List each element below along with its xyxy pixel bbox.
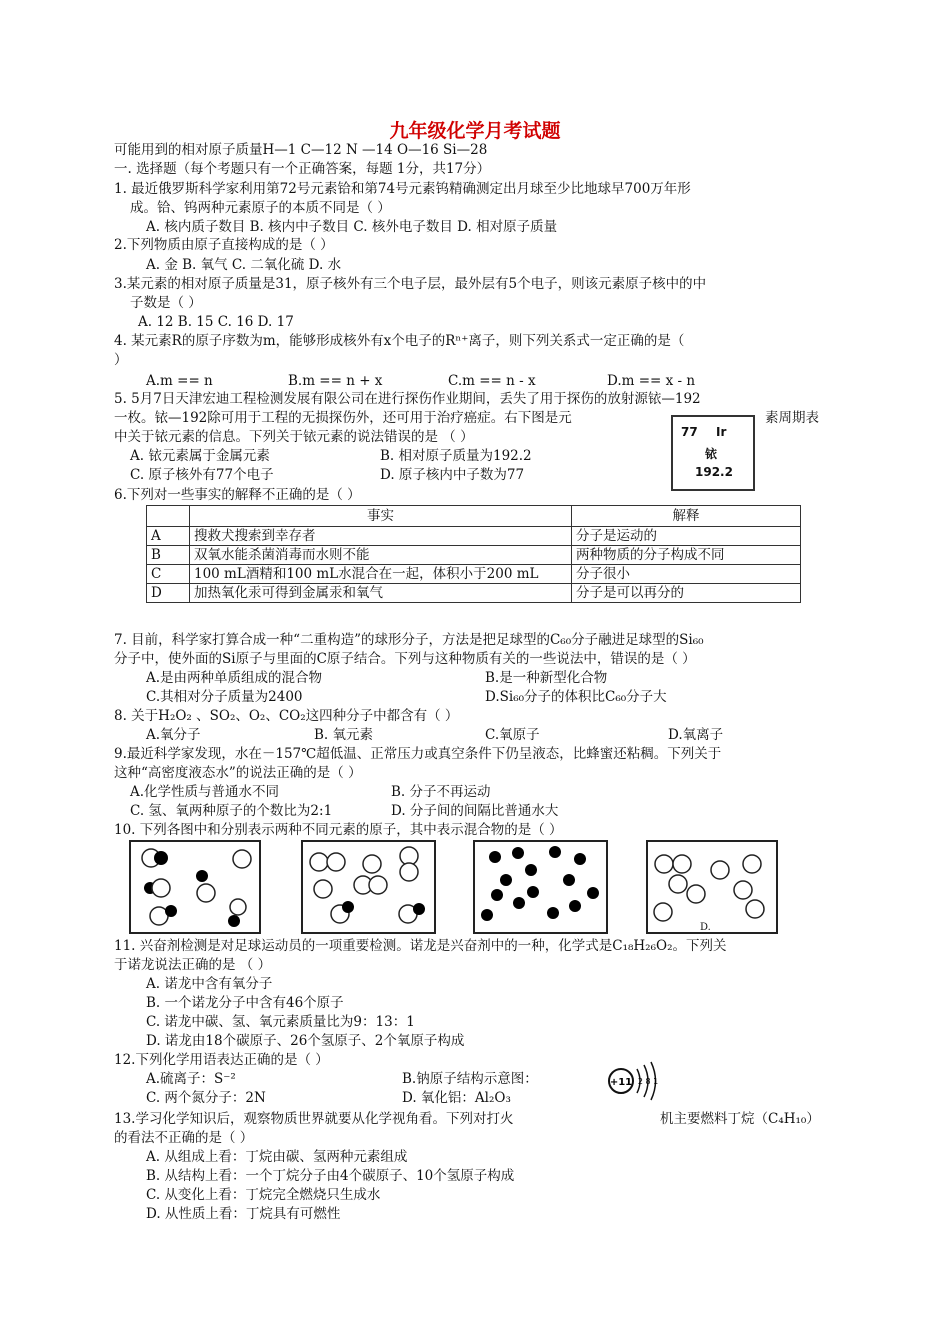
white-atom: [687, 885, 705, 903]
black-atom: [513, 897, 525, 909]
black-atom: [563, 874, 575, 886]
q11-option-a: A. 诺龙中含有氧分子: [146, 976, 273, 992]
row-fact: 双氧水能杀菌消毒而水则不能: [190, 546, 572, 565]
black-atom: [196, 870, 208, 882]
row-key: C: [147, 565, 190, 584]
q9-line2: 这种“高密度液态水”的说法正确的是（ ）: [114, 765, 362, 781]
q9-option-a: A.化学性质与普通水不同: [130, 784, 280, 800]
nucleus-charge: +11: [609, 1077, 633, 1088]
row-key: B: [147, 546, 190, 565]
atomic-masses: 可能用到的相对原子质量H—1 C—12 N —14 O—16 Si—28: [114, 142, 488, 158]
table-row: [147, 546, 801, 565]
white-atom: [669, 875, 687, 893]
table-header-row: [147, 506, 801, 527]
q3-line1: 3.某元素的相对原子质量是31，原子核外有三个电子层，最外层有5个电子，则该元素原子核中的中: [114, 276, 707, 292]
q11-option-b: B. 一个诺龙分子中含有46个原子: [146, 995, 344, 1011]
row-fact: 100 mL酒精和100 mL水混合在一起，体积小于200 mL: [190, 565, 572, 584]
table-header-explanation: 解释: [572, 506, 801, 527]
q8-option-d: D.氧离子: [668, 727, 724, 743]
q4-option-c: C.m == n - x: [448, 373, 536, 389]
q1-options: A. 核内质子数目 B. 核内中子数目 C. 核外电子数目 D. 相对原子质量: [146, 219, 558, 235]
element-mass: 192.2: [695, 465, 733, 479]
option-a-diagram: [129, 840, 261, 934]
q5-option-d: D. 原子核内中子数为77: [380, 467, 525, 483]
white-atom: [197, 884, 215, 902]
black-atom: [154, 851, 168, 865]
q7-line1: 7. 目前，科学家打算合成一种“二重构造”的球形分子，方法是把足球型的C₆₀分子融进足球型的Si₆₀: [114, 632, 704, 648]
black-atom: [549, 846, 561, 858]
q8-line1: 8. 关于H₂O₂ 、SO₂、O₂、CO₂这四种分子中都含有（ ）: [114, 708, 459, 724]
white-atom: [655, 855, 673, 873]
q13-line1b: 机主要燃料丁烷（C₄H₁₀）: [660, 1111, 820, 1127]
q4-option-d: D.m == x - n: [607, 373, 696, 389]
q11-option-d: D. 诺龙由18个碳原子、26个氢原子、2个氧原子构成: [146, 1033, 465, 1049]
black-atom: [574, 853, 586, 865]
white-atom: [711, 861, 729, 879]
sodium-atom-structure-diagram: [604, 1061, 660, 1101]
white-atom: [654, 903, 672, 921]
table-header-fact: 事实: [190, 506, 572, 527]
option-b-diagram: [301, 840, 436, 934]
q7-option-d: D.Si₆₀分子的体积比C₆₀分子大: [485, 689, 667, 705]
q13-option-b: B. 从结构上看：一个丁烷分子由4个碳原子、10个氢原子构成: [146, 1168, 515, 1184]
row-key: D: [147, 584, 190, 603]
table-row: [147, 584, 801, 603]
white-atom: [734, 881, 752, 899]
q5-option-c: C. 原子核外有77个电子: [130, 467, 274, 483]
facts-table: [146, 505, 801, 603]
black-atom: [569, 900, 581, 912]
white-atom: [152, 879, 170, 897]
q7-option-b: B.是一种新型化合物: [485, 670, 608, 686]
q9-option-b: B. 分子不再运动: [391, 784, 491, 800]
row-fact: 加热氧化汞可得到金属汞和氧气: [190, 584, 572, 603]
black-atom: [489, 851, 501, 863]
table-row: [147, 527, 801, 546]
white-atom: [673, 855, 691, 873]
q5-line2a: 一枚。铱—192除可用于工程的无损探伤外，还可用于治疗癌症。右下图是元: [114, 410, 572, 426]
black-atom: [547, 907, 559, 919]
option-d-diagram: [646, 840, 778, 934]
q1-line2: 成。铪、钨两种元素原子的本质不同是（ ）: [130, 200, 391, 216]
q9-option-c: C. 氢、氧两种原子的个数比为2:1: [130, 803, 333, 819]
table-cell: [147, 506, 190, 527]
q8-option-b: B. 氧元素: [314, 727, 374, 743]
q6-line1: 6.下列对一些事实的解释不正确的是（ ）: [114, 487, 361, 503]
q4-option-a: A.m == n: [146, 373, 213, 389]
q1-line1: 1. 最近俄罗斯科学家利用第72号元素铪和第74号元素钨精确测定出月球至少比地球早700万年形: [114, 181, 691, 197]
q5-option-b: B. 相对原子质量为192.2: [380, 448, 532, 464]
q13-option-d: D. 从性质上看：丁烷具有可燃性: [146, 1206, 341, 1222]
black-atom: [500, 874, 512, 886]
q9-option-d: D. 分子间的间隔比普通水大: [391, 803, 559, 819]
white-atom: [233, 850, 251, 868]
black-atom: [413, 903, 425, 915]
q12-option-b: B.钠原子结构示意图：: [402, 1071, 538, 1087]
black-atom: [587, 887, 599, 899]
black-atom: [165, 905, 177, 917]
row-fact: 搜救犬搜索到幸存者: [190, 527, 572, 546]
q12-option-c: C. 两个氮分子：2N: [146, 1090, 266, 1106]
white-atom: [310, 853, 328, 871]
white-atom: [327, 853, 345, 871]
q4-line2: ）: [114, 352, 128, 368]
white-atom: [400, 863, 418, 881]
q12-option-a: A.硫离子：S⁻²: [146, 1071, 236, 1087]
q5-line1: 5. 5月7日天津宏迪工程检测发展有限公司在进行探伤作业期间，丢失了用于探伤的放射源铱—192: [114, 391, 701, 407]
black-atom: [525, 864, 537, 876]
q3-line2: 子数是（ ）: [130, 295, 202, 311]
element-number: 77: [681, 425, 698, 439]
row-explanation: 两种物质的分子构成不同: [572, 546, 801, 565]
page-title: 九年级化学月考试题: [389, 120, 561, 142]
q8-option-a: A.氧分子: [146, 727, 201, 743]
white-atom: [369, 876, 387, 894]
section-heading: 一. 选择题（每个考题只有一个正确答案，每题 1分，共17分）: [114, 161, 491, 177]
option-c-diagram: [473, 840, 608, 934]
white-atom: [314, 880, 332, 898]
q2-options: A. 金 B. 氧气 C. 二氧化硫 D. 水: [146, 257, 342, 273]
black-atom: [491, 889, 503, 901]
q7-option-a: A.是由两种单质组成的混合物: [146, 670, 323, 686]
q5-option-a: A. 铱元素属于金属元素: [130, 448, 270, 464]
black-atom: [481, 909, 493, 921]
white-atom: [230, 899, 246, 915]
q8-option-c: C.氧原子: [485, 727, 540, 743]
q3-options: A. 12 B. 15 C. 16 D. 17: [138, 314, 294, 330]
q13-line2: 的看法不正确的是（ ）: [114, 1130, 254, 1146]
shell-electrons: 2 8 1: [637, 1077, 659, 1086]
row-explanation: 分子很小: [572, 565, 801, 584]
white-atom: [363, 855, 381, 873]
black-atom: [512, 847, 524, 859]
q2-line1: 2.下列物质由原子直接构成的是（ ）: [114, 237, 334, 253]
q12-line1: 12.下列化学用语表达正确的是（ ）: [114, 1052, 329, 1068]
table-row: [147, 565, 801, 584]
element-name: 铱: [705, 447, 718, 461]
row-key: A: [147, 527, 190, 546]
black-atom: [342, 901, 354, 913]
white-atom: [743, 855, 761, 873]
q9-line1: 9.最近科学家发现，水在－157℃超低温、正常压力或真空条件下仍呈液态，比蜂蜜还粘稠。下列关于: [114, 746, 722, 762]
q13-line1a: 13.学习化学知识后，观察物质世界就要从化学视角看。下列对打火: [114, 1111, 514, 1127]
row-explanation: 分子是可以再分的: [572, 584, 801, 603]
q4-option-b: B.m == n + x: [288, 373, 383, 389]
black-atom: [527, 886, 539, 898]
q11-option-c: C. 诺龙中碳、氢、氧元素质量比为9：13：1: [146, 1014, 415, 1030]
q12-option-d: D. 氧化铝：Al₂O₃: [402, 1090, 511, 1106]
q10-line1: 10. 下列各图中和分别表示两种不同元素的原子，其中表示混合物的是（ ）: [114, 822, 563, 838]
row-explanation: 分子是运动的: [572, 527, 801, 546]
black-atom: [228, 915, 240, 927]
q13-option-a: A. 从组成上看：丁烷由碳、氢两种元素组成: [146, 1149, 408, 1165]
q13-option-c: C. 从变化上看：丁烷完全燃烧只生成水: [146, 1187, 381, 1203]
q5-line3: 中关于铱元素的信息。下列关于铱元素的说法错误的是 （ ）: [114, 429, 474, 445]
q11-line1: 11. 兴奋剂检测是对足球运动员的一项重要检测。诺龙是兴奋剂中的一种，化学式是C₁₈H₂₆O₂。下列关: [114, 938, 727, 954]
iridium-element-card: [671, 415, 755, 491]
q11-line2: 于诺龙说法正确的是 （ ）: [114, 957, 272, 973]
q4-line1: 4. 某元素R的原子序数为m，能够形成核外有x个电子的Rⁿ⁺离子，则下列关系式一定正确的是（: [114, 333, 685, 349]
q7-line2: 分子中，使外面的Si原子与里面的C原子结合。下列与这种物质有关的一些说法中，错误的是（ ）: [114, 651, 696, 667]
element-symbol: Ir: [716, 425, 727, 439]
q7-option-c: C.其相对分子质量为2400: [146, 689, 303, 705]
option-d-label: D.: [700, 922, 711, 933]
white-atom: [746, 900, 764, 918]
q5-line2b: 素周期表: [765, 410, 819, 426]
